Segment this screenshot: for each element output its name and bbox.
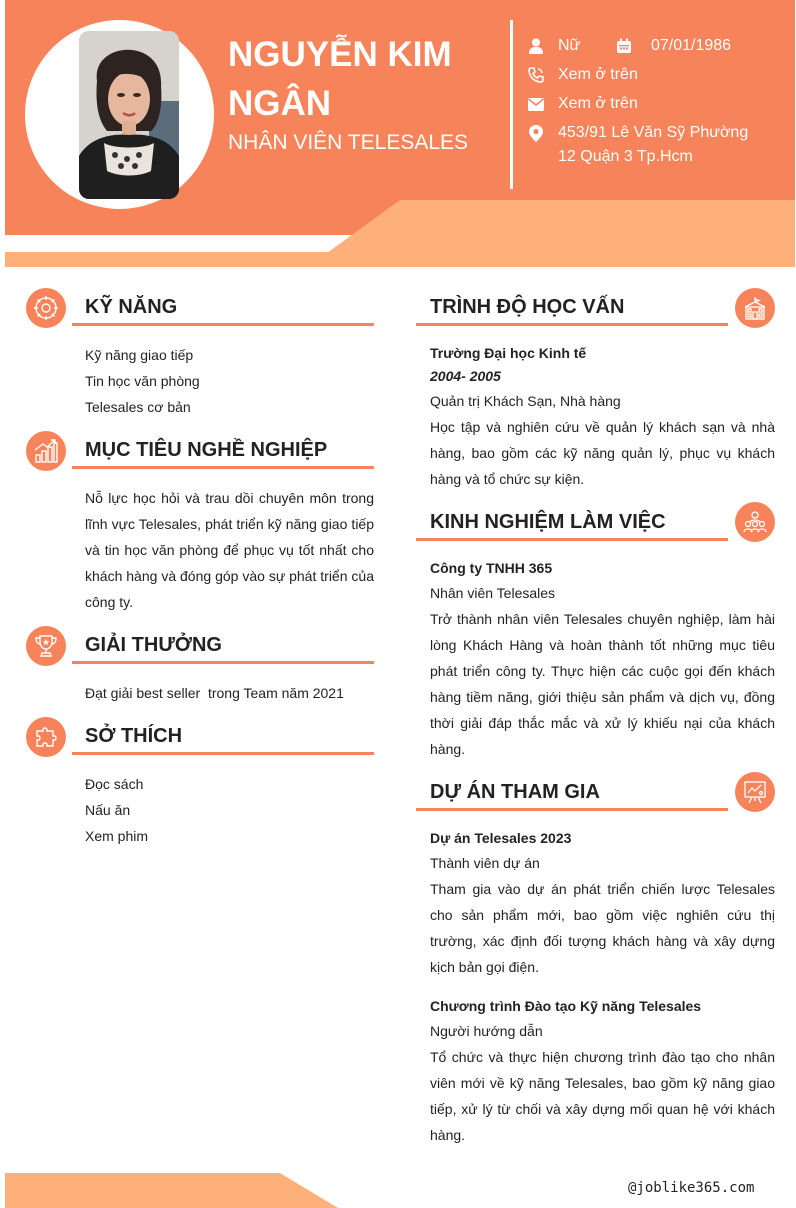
profile-photo [79,31,179,199]
experience-description: Trở thành nhân viên Telesales chuyên nghiệp, làm hài lòng Khách Hàng và hoàn thành tốt những mục tiêu phát triển công ty. Thực hiện các cuộc gọi đến khách hàng tiềm năng, giới thiệu sản phẩm và dịch vụ, đồng thời giải đáp thắc mắc và xử lý khiếu nại của khách hàng. [430,611,775,757]
education-heading: TRÌNH ĐỘ HỌC VẤN [430,296,625,318]
cv-header [5,0,795,267]
awards-heading: GIẢI THƯỞNG [85,634,222,656]
gender-value: Nữ [558,37,581,54]
education-description: Học tập và nghiên cứu về quản lý khách sạn và nhà hàng, bao gồm các kỹ năng quản lý, phục vụ khách hàng và tổ chức sự kiện. [430,419,775,487]
hobby-item: Xem phim [85,828,149,844]
objective-underline [72,466,374,469]
school-building-icon [735,288,775,328]
email-value: Xem ở trên [558,95,638,112]
awards-underline [72,661,374,664]
objective-heading: MỤC TIÊU NGHỀ NGHIỆP [85,439,328,461]
experience-position: Nhân viên Telesales [430,585,556,601]
footer-decor-band [5,1173,345,1208]
education-major: Quản trị Khách Sạn, Nhà hàng [430,393,621,409]
education-school: Trường Đại học Kinh tế [430,345,587,361]
hobby-item: Đọc sách [85,776,144,792]
project-role: Người hướng dẫn [430,1023,543,1039]
trophy-icon [26,626,66,666]
award-item: Đạt giải best seller trong Team năm 2021 [85,685,344,701]
calendar-icon [616,34,632,58]
skills-underline [72,323,374,326]
projects-heading: DỰ ÁN THAM GIA [430,781,600,803]
user-icon [528,34,544,58]
experience-underline [416,538,728,541]
address-line-2: 12 Quận 3 Tp.Hcm [558,148,693,165]
location-pin-icon [528,121,544,145]
education-underline [416,323,728,326]
skill-item: Tin học văn phòng [85,373,200,389]
phone-icon [528,63,544,87]
candidate-name: NGUYỄN KIM NGÂN [228,35,452,123]
growth-chart-icon [26,431,66,471]
experience-heading: KINH NGHIỆM LÀM VIỆC [430,511,666,533]
team-icon [735,502,775,542]
hobbies-heading: SỞ THÍCH [85,725,183,747]
watermark: @joblike365.com [628,1180,755,1196]
presentation-board-icon [735,772,775,812]
objective-text: Nỗ lực học hỏi và trau dồi chuyên môn trong lĩnh vực Telesales, phát triển kỹ năng giao tiếp và tin học văn phòng để phục vụ tốt nhất cho khách hàng và đóng góp vào sự phát triển của công ty. [85,490,374,610]
envelope-icon [528,92,544,116]
education-period: 2004- 2005 [430,368,501,384]
birthday-value: 07/01/1986 [651,37,732,54]
project-role: Thành viên dự án [430,855,540,871]
candidate-title: NHÂN VIÊN TELESALES [228,131,469,154]
gear-head-icon [26,288,66,328]
project-name: Dự án Telesales 2023 [430,830,572,846]
experience-company: Công ty TNHH 365 [430,560,553,576]
project-description: Tham gia vào dự án phát triển chiến lược Telesales cho sản phẩm mới, bao gồm việc nghiên cứu thị trường, xác định đối tượng khách hàng và xây dựng kịch bản gọi điện. [430,881,775,975]
phone-value: Xem ở trên [558,66,638,83]
skill-item: Kỹ năng giao tiếp [85,347,194,363]
avatar [79,31,179,199]
project-description: Tổ chức và thực hiện chương trình đào tạo cho nhân viên mới về kỹ năng Telesales, bao gồm kỹ năng giao tiếp, xử lý từ chối và xây dựng mối quan hệ với khách hàng. [430,1049,775,1143]
project-name: Chương trình Đào tạo Kỹ năng Telesales [430,998,702,1014]
skills-heading: KỸ NĂNG [85,296,178,318]
address-line-1: 453/91 Lê Văn Sỹ Phường [558,124,749,141]
projects-underline [416,808,728,811]
puzzle-icon [26,717,66,757]
hobby-item: Nấu ăn [85,802,131,818]
skill-item: Telesales cơ bản [85,399,191,415]
header-divider [510,20,513,189]
hobbies-underline [72,752,374,755]
